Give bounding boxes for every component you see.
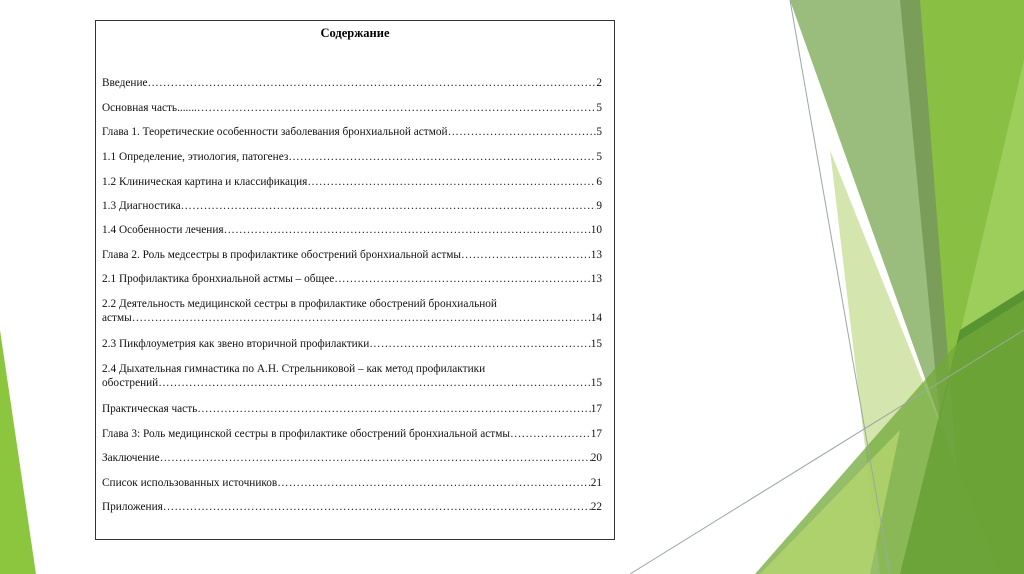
toc-title: Содержание [320, 26, 390, 40]
toc-entry-page: 2 [596, 77, 602, 89]
toc-entry-text: Практическая часть [102, 403, 198, 415]
toc-entry-references [102, 476, 602, 490]
toc-entry-conclusion [102, 451, 602, 465]
toc-entry-page: 13 [590, 249, 602, 261]
toc-entry-text: Заключение [102, 452, 160, 464]
toc-entry-main-part [102, 101, 602, 115]
toc-entry-text: 1.4 Особенности лечения [102, 224, 224, 236]
toc-entry-intro [102, 76, 602, 90]
toc-entry-2-4 [102, 362, 602, 390]
toc-entry-1-4 [102, 223, 602, 237]
toc-entry-text: 2.1 Профилактика бронхиальной астмы – общее [102, 273, 335, 285]
toc-entry-1-2 [102, 175, 602, 189]
toc-entry-text: Список использованных источников [102, 477, 278, 489]
toc-entry-text: 1.2 Клиническая картина и классификация [102, 176, 308, 188]
toc-entry-appendices [102, 500, 602, 514]
toc-entry-page: 5 [596, 151, 602, 163]
toc-entry-line1: 2.4 Дыхательная гимнастика по А.Н. Стрельниковой – как метод профилактики [102, 363, 486, 375]
toc-entry-line1: 2.2 Деятельность медицинской сестры в профилактике обострений бронхиальной [102, 298, 497, 310]
toc-entry-page: 15 [590, 377, 602, 389]
toc-entry-page: 17 [590, 403, 602, 415]
left-edge-shape [0, 330, 36, 574]
toc-entry-chapter-3 [102, 427, 602, 441]
toc-entry-page: 9 [596, 200, 602, 212]
toc-entry-1-3 [102, 199, 602, 213]
toc-entry-page: 5 [596, 102, 602, 114]
toc-entry-chapter-1 [102, 125, 602, 139]
toc-entry-page: 15 [590, 338, 602, 350]
toc-entry-text: Глава 1. Теоретические особенности заболевания бронхиальной астмой [102, 126, 448, 138]
toc-entry-text: 1.3 Диагностика [102, 200, 181, 212]
toc-entry-text: Основная часть....... [102, 102, 197, 114]
toc-entry-page: 21 [590, 477, 602, 489]
toc-entry-page: 17 [590, 428, 602, 440]
toc-entry-2-2 [102, 297, 602, 325]
toc-entry-page: 6 [596, 176, 602, 188]
toc-entry-page: 10 [590, 224, 602, 236]
toc-entry-text: астмы [102, 312, 132, 324]
toc-entry-text: обострений [102, 377, 159, 389]
toc-entry-page: 22 [590, 501, 602, 513]
toc-entry-page: 13 [590, 273, 602, 285]
toc-entry-text: Глава 2. Роль медсестры в профилактике обострений бронхиальной астмы [102, 249, 462, 261]
toc-entry-text: Введение [102, 77, 148, 89]
toc-entry-1-1 [102, 150, 602, 164]
toc-page [95, 20, 615, 540]
toc-entry-page: 20 [590, 452, 602, 464]
toc-entry-chapter-2 [102, 248, 602, 262]
toc-entry-2-1 [102, 272, 602, 286]
toc-entry-text: Глава 3: Роль медицинской сестры в профилактике обострений бронхиальной астмы [102, 428, 510, 440]
toc-entry-page: 14 [590, 312, 602, 324]
toc-entry-text: 2.3 Пикфлоуметрия как звено вторичной профилактики [102, 338, 370, 350]
toc-entry-page: 5 [596, 126, 602, 138]
toc-entry-practical [102, 402, 602, 416]
toc-entry-text: Приложения [102, 501, 163, 513]
toc-entry-2-3 [102, 337, 602, 351]
toc-entry-text: 1.1 Определение, этиология, патогенез [102, 151, 289, 163]
